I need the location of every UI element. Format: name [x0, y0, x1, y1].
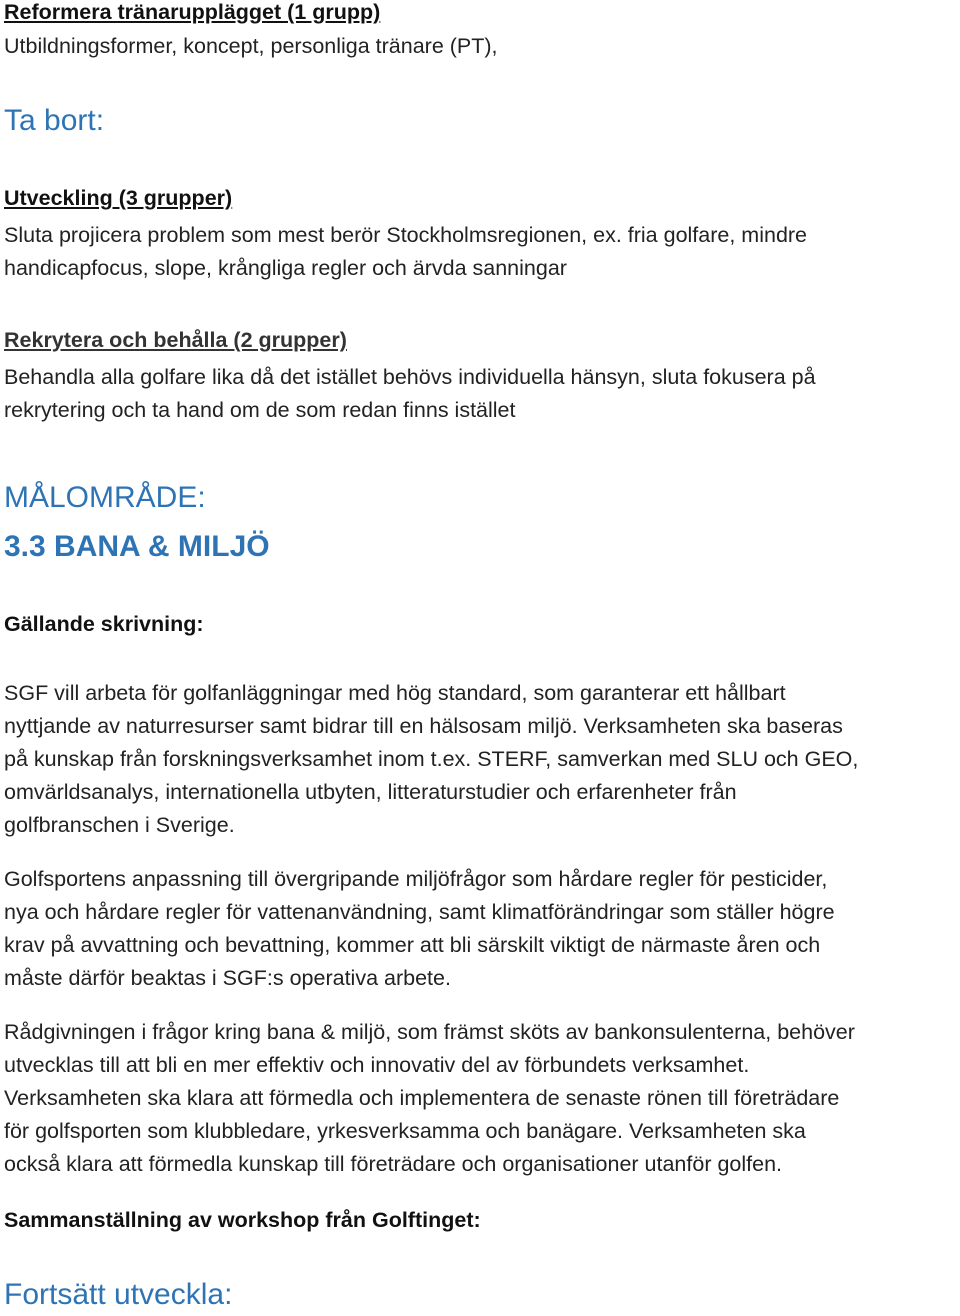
ta-bort-heading: Ta bort: — [4, 104, 105, 137]
paragraph-3-line-3: Verksamheten ska klara att förmedla och implementera de senaste rönen till företrädare — [4, 1086, 840, 1110]
utveckling-line-2: handicapfocus, slope, krångliga regler och ärvda sanningar — [4, 256, 567, 280]
rekrytera-line-1: Behandla alla golfare lika då det istället behövs individuella hänsyn, sluta fokusera på — [4, 365, 816, 389]
paragraph-1-line-4: omvärldsanalys, internationella utbyten, litteraturstudier och erfarenheter från — [4, 780, 737, 804]
rekrytera-line-2: rekrytering och ta hand om de som redan finns istället — [4, 398, 516, 422]
fortsatt-heading: Fortsätt utveckla: — [4, 1278, 233, 1311]
malomrade-label: MÅLOMRÅDE: — [4, 481, 206, 514]
paragraph-3-line-5: också klara att förmedla kunskap till företrädare och organisationer utanför golfen. — [4, 1152, 783, 1176]
reformera-heading: Reformera tränarupplägget (1 grupp) — [4, 0, 381, 24]
paragraph-1-line-1: SGF vill arbeta för golfanläggningar med hög standard, som garanterar ett hållbart — [4, 681, 786, 705]
paragraph-3-line-2: utvecklas till att bli en mer effektiv och innovativ del av förbundets verksamhet. — [4, 1053, 750, 1077]
paragraph-1 — [4, 677, 858, 842]
malomrade-title: 3.3 BANA & MILJÖ — [4, 530, 270, 563]
utveckling-line-1: Sluta projicera problem som mest berör Stockholmsregionen, ex. fria golfare, mindre — [4, 223, 808, 247]
paragraph-3 — [4, 1016, 855, 1181]
reformera-text: Utbildningsformer, koncept, personliga tränare (PT), — [4, 34, 498, 58]
paragraph-1-line-3: på kunskap från forskningsverksamhet inom t.ex. STERF, samverkan med SLU och GEO, — [4, 747, 859, 771]
gallande-heading: Gällande skrivning: — [4, 612, 204, 636]
paragraph-1-line-5: golfbranschen i Sverige. — [4, 813, 235, 837]
paragraph-3-line-4: för golfsporten som klubbledare, yrkesverksamma och banägare. Verksamheten ska — [4, 1119, 806, 1143]
paragraph-2-line-3: krav på avvattning och bevattning, kommer att bli särskilt viktigt de närmaste åren och — [4, 933, 821, 957]
rekrytera-text — [4, 361, 816, 427]
paragraph-2-line-1: Golfsportens anpassning till övergripande miljöfrågor som hårdare regler för pesticider, — [4, 867, 828, 891]
rekrytera-heading: Rekrytera och behålla (2 grupper) — [4, 328, 347, 352]
paragraph-2 — [4, 863, 835, 995]
utveckling-heading: Utveckling (3 grupper) — [4, 186, 233, 210]
utveckling-text — [4, 219, 807, 285]
paragraph-3-line-1: Rådgivningen i frågor kring bana & miljö, som främst sköts av bankonsulenterna, behöver — [4, 1020, 855, 1044]
paragraph-1-line-2: nyttjande av naturresurser samt bidrar till en hälsosam miljö. Verksamheten ska baseras — [4, 714, 843, 738]
paragraph-2-line-4: måste därför beaktas i SGF:s operativa arbete. — [4, 966, 451, 990]
paragraph-2-line-2: nya och hårdare regler för vattenanvändning, samt klimatförändringar som ställer högre — [4, 900, 835, 924]
sammanstallning-heading: Sammanställning av workshop från Golftinget: — [4, 1208, 481, 1232]
